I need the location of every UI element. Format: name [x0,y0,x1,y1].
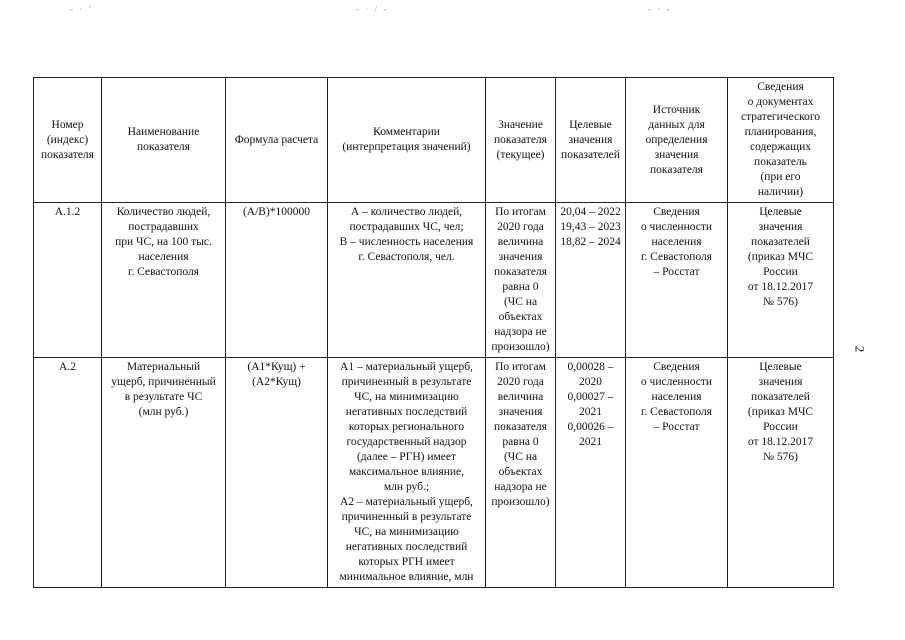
header-formula: Формула расчета [226,78,328,203]
cell-data-source: Сведения о численности населения г. Севастополя – Росстат [626,358,728,588]
cell-name: Количество людей, пострадавших при ЧС, на 100 тыс. населения г. Севастополя [102,203,226,358]
header-index: Номер (индекс) показателя [34,78,102,203]
cell-current-value: По итогам 2020 года величина значения показателя равна 0 (ЧС на объектах надзора не произошло) [486,203,556,358]
cell-target-values: 0,00028 – 2020 0,00027 – 2021 0,00026 – 2021 [556,358,626,588]
header-name: Наименование показателя [102,78,226,203]
scan-artifact-left: - · ‘ [70,4,94,14]
cell-comment: А – количество людей, пострадавших ЧС, чел; В – численность населения г. Севастополя, чел. [328,203,486,358]
cell-current-value: По итогам 2020 года величина значения показателя равна 0 (ЧС на объектах надзора не произошло) [486,358,556,588]
header-data-source: Источник данных для определения значения показателя [626,78,728,203]
cell-planning-docs: Целевые значения показателей (приказ МЧС России от 18.12.2017 № 576) [728,358,834,588]
cell-index: А.1.2 [34,203,102,358]
page-number: 2 [852,345,868,353]
cell-index: А.2 [34,358,102,588]
cell-target-values: 20,04 – 2022 19,43 – 2023 18,82 – 2024 [556,203,626,358]
cell-formula: (А/В)*100000 [226,203,328,358]
table-row [34,358,834,588]
cell-comment: А1 – материальный ущерб, причиненный в результате ЧС, на минимизацию негативных последствий которых регионального государственный надзор (далее – РГН) имеет максимальное влияние, млн руб.; А2 – материальный ущерб, причиненный в результате ЧС, на минимизацию негативных последствий которых РГН имеет минимальное влияние, млн [328,358,486,588]
cell-planning-docs: Целевые значения показателей (приказ МЧС России от 18.12.2017 № 576) [728,203,834,358]
header-current-value: Значение показателя (текущее) [486,78,556,203]
header-target-values: Целевые значения показателей [556,78,626,203]
header-comment: Комментарии (интерпретация значений) [328,78,486,203]
indicators-table [33,77,834,588]
cell-name: Материальный ущерб, причиненный в результате ЧС (млн руб.) [102,358,226,588]
scan-artifact-right: - · - [648,4,672,14]
table-row [34,203,834,358]
scan-artifact-center: - · / - [356,4,389,14]
header-planning-docs: Сведения о документах стратегического планирования, содержащих показатель (при его наличии) [728,78,834,203]
table-header-row [34,78,834,203]
cell-data-source: Сведения о численности населения г. Севастополя – Росстат [626,203,728,358]
cell-formula: (А1*Кущ) + (А2*Кущ) [226,358,328,588]
